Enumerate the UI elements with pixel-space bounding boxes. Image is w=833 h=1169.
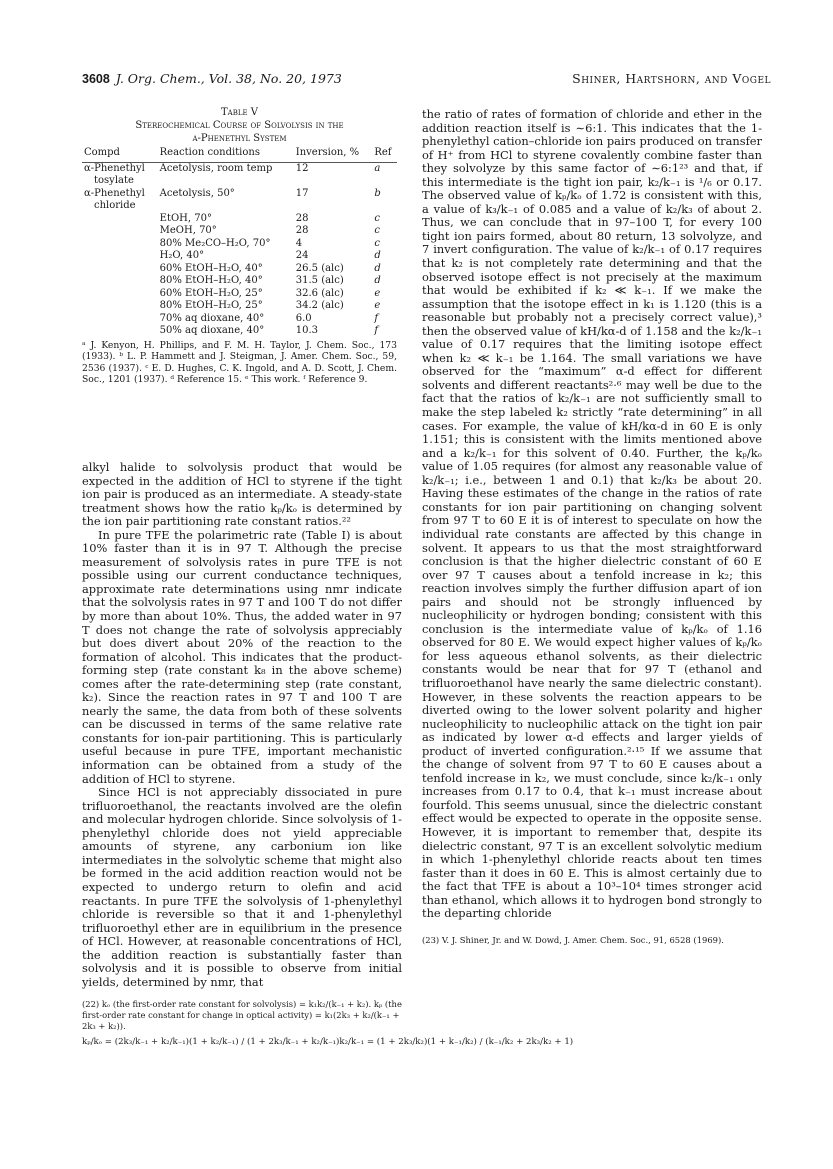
running-header-authors: Shiner, Hartshorn, and Vogel bbox=[572, 71, 771, 86]
table-cell bbox=[82, 275, 158, 288]
paragraph: Since HCl is not appreciably dissociated in pure trifluoroethanol, the reactants involved are the olefin and molecular hydrogen chloride. Since solvolysis of 1-phenylethyl chloride does not yield appreciable amounts of styrene, any carbonium ion like intermediates in the solvolytic scheme that might also be formed in the acid addition reaction would not be expected to undergo return to olefin and acid reactants. In pure TFE the solvolysis of 1-phenylethyl chloride is reversible so that it and 1-phenylethyl trifluoroethyl ether are in equilibrium in the presence of HCl. However, at reasonable concentrations of HCl, the addition reaction is substantially faster than solvolysis and it is possible to observe from initial yields, determined by nmr, that bbox=[82, 785, 402, 989]
table-cell: MeOH, 70° bbox=[159, 225, 217, 236]
table-cell: Acetolysis, 50° bbox=[159, 187, 235, 199]
table-title-line2: α-Phenethyl System bbox=[192, 133, 287, 144]
table-row bbox=[82, 275, 397, 288]
table-cell: tosylate bbox=[94, 175, 134, 186]
table-cell: chloride bbox=[94, 200, 136, 211]
table-cell bbox=[294, 175, 373, 188]
table-cell bbox=[372, 200, 397, 213]
data-table bbox=[82, 147, 397, 338]
table-cell: α-Phenethyl bbox=[84, 162, 145, 174]
table-cell: 26.5 (alc) bbox=[295, 262, 344, 274]
table-row bbox=[82, 225, 397, 238]
table-column-header: Inversion, % bbox=[294, 147, 373, 162]
table-cell: a bbox=[374, 162, 381, 174]
table-cell: 17 bbox=[295, 187, 309, 199]
table-cell: 31.5 (alc) bbox=[295, 275, 344, 286]
paragraph: In pure TFE the polarimetric rate (Table I) is about 10% faster than it is in 97 T. Although the precise measurement of solvolysis rates in pure TFE is not possible using our current conductance techniques, approximate rate determinations using nmr indicate that the solvolysis rates in 97 T and 100 T do not differ by more than about 10%. Thus, the added water in 97 T does not change the rate of solvolysis appreciably but does divert about 20% of the reaction to the formation of alcohol. This indicates that the product-forming step (rate constant k₈ in the above scheme) comes after the rate-determining step (rate constant, k₂). Since the reaction rates in 97 T and 100 T are nearly the same, the data from both of these solvents can be discussed in terms of the same relative rate constants for ion-pair partitioning. This is particularly useful because in pure TFE, important mechanistic information can be obtained from a study of the addition of HCl to styrene. bbox=[82, 527, 402, 786]
table-row bbox=[82, 300, 397, 313]
table-cell bbox=[82, 263, 158, 276]
table-cell bbox=[82, 238, 158, 251]
table-row bbox=[82, 175, 397, 188]
table-v-block bbox=[82, 106, 397, 386]
table-cell: H₂O, 40° bbox=[159, 250, 205, 261]
running-header-left bbox=[82, 71, 342, 86]
table-cell bbox=[158, 200, 294, 213]
table-cell bbox=[294, 200, 373, 213]
table-cell: d bbox=[374, 262, 381, 274]
table-cell: b bbox=[374, 187, 381, 199]
table-cell: 80% EtOH–H₂O, 40° bbox=[159, 275, 263, 286]
table-cell: 70% aq dioxane, 40° bbox=[159, 312, 265, 324]
table-cell: 4 bbox=[295, 237, 303, 249]
table-cell bbox=[82, 225, 158, 238]
table-cell: 80% EtOH–H₂O, 25° bbox=[159, 300, 263, 311]
table-row bbox=[82, 188, 397, 201]
table-body bbox=[82, 162, 397, 338]
table-cell: α-Phenethyl bbox=[84, 187, 145, 199]
table-footnotes: ᵃ J. Kenyon, H. Phillips, and F. M. H. Taylor, J. Chem. Soc., 173 (1933). ᵇ L. P. Hammett and J. Steigman, J. Amer. Chem. Soc., 59, 2536 (1937). ᶜ E. D. Hughes, C. K. Ingold, and A. D. Scott, J. Chem. Soc., 1201 (1937). ᵈ Reference 15. ᵉ This work. ᶠ Reference 9. bbox=[82, 339, 397, 386]
table-cell bbox=[372, 175, 397, 188]
table-cell: d bbox=[374, 275, 381, 286]
table-cell bbox=[82, 213, 158, 226]
table-row bbox=[82, 313, 397, 326]
table-cell: 24 bbox=[295, 250, 309, 261]
table-cell bbox=[82, 313, 158, 326]
table-cell: c bbox=[374, 212, 380, 224]
paragraph: the ratio of rates of formation of chloride and ether in the addition reaction itself is ∼6:1. This indicates that the 1-phenylethyl cation–chloride ion pairs produced on transfer of H⁺ from HCl to styrene covalently combine faster than they solvolyze by this same factor of ∼6:1²³ and that, if this intermediate is the tight ion pair, k₂/k₋₁ is ¹/₆ or 0.17. The observed value of kₚ/kₒ of 1.72 is consistent with this, a value of k₃/k₋₁ of 0.085 and a value of k₂/k₃ of about 2. Thus, we can conclude that in 97–100 T, for every 100 tight ion pairs formed, about 80 return, 13 solvolyze, and 7 invert configuration. The value of k₂/k₋₁ of 0.17 requires that k₂ is not completely rate determining and that the observed isotope effect is not precisely at the maximum that would be exhibited if k₂ ≪ k₋₁. If we make the assumption that the isotope effect in k₁ is 1.120 (this is a reasonable but probably not a precisely correct value),³ then the observed value of kH/kα-d of 1.158 and the k₂/k₋₁ value of 0.17 requires that the limiting isotope effect when k₂ ≪ k₋₁ be 1.164. The small variations we have observed for the “maximum” α-d effect for different solvents and different reactants²·⁶ may well be due to the fact that the ratios of k₂/k₋₁ are not sufficiently small to make the step labeled k₂ strictly “rate determining” in all cases. For example, the value of kH/kα-d in 60 E is only 1.151; this is consistent with the limits mentioned above and a k₂/k₋₁ for this solvent of 0.40. Further, the kₚ/kₒ value of 1.05 requires (for almost any reasonable value of k₂/k₋₁; i.e., between 1 and 0.1) that k₂/k₃ be about 20. Having these estimates of the change in the ratios of rate constants for ion pair partitioning on changing solvent from 97 T to 60 E it is of interest to speculate on how the individual rate constants are affected by this change in solvent. It appears to us that the most straightforward conclusion is that the higher dielectric constant of 60 E over 97 T causes about a tenfold increase in k₂; this reaction involves simply the further diffusion apart of ion pairs and should not be strongly influenced by nucleophilicity or hydrogen bonding; consistent with this conclusion is the intermediate value of kₚ/kₒ of 1.16 observed for 80 E. We would expect higher values of kₚ/kₒ for less aqueous ethanol solvents, as their dielectric constants would be near that for 97 T (ethanol and trifluoroethanol have nearly the same dielectric constant). However, in these solvents the reaction appears to be diverted owing to the lower solvent polarity and higher nucleophilicity to nucleophilic attack on the tight ion pair as indicated by lower α-d effects and larger yields of product of inverted configuration.²·¹⁵ If we assume that the change of solvent from 97 T to 60 E causes about a tenfold increase in k₂, we must conclude, since k₂/k₋₁ only increases from 0.17 to 0.4, that k₋₁ must increase about fourfold. This seems unusual, since the dielectric constant effect would be expected to operate in the opposite sense. However, it is important to remember that, despite its dielectric constant, 97 T is an excellent solvolytic medium in which 1-phenylethyl chloride reacts about ten times faster than it does in 60 E. This is almost certainly due to the fact that TFE is about a 10³–10⁴ times stronger acid than ethanol, which allows it to hydrogen bond strongly to the departing chloride bbox=[422, 107, 762, 921]
table-cell: 28 bbox=[295, 225, 309, 236]
table-row bbox=[82, 200, 397, 213]
table-row bbox=[82, 162, 397, 175]
table-cell: c bbox=[374, 237, 380, 249]
table-cell: e bbox=[374, 300, 381, 311]
table-label: Table V bbox=[220, 107, 259, 118]
table-title-line1: Stereochemical Course of Solvolysis in the bbox=[135, 120, 344, 131]
table-row bbox=[82, 288, 397, 301]
table-cell: 34.2 (alc) bbox=[295, 300, 344, 311]
table-row bbox=[82, 250, 397, 263]
table-cell: 32.6 (alc) bbox=[295, 287, 344, 299]
table-cell: c bbox=[374, 225, 380, 236]
journal-citation: J. Org. Chem., Vol. 38, No. 20, 1973 bbox=[115, 71, 342, 86]
table-row bbox=[82, 238, 397, 251]
table-cell: e bbox=[374, 287, 381, 299]
table-cell bbox=[82, 325, 158, 338]
right-column bbox=[422, 108, 762, 945]
table-column-header: Ref bbox=[372, 147, 397, 162]
table-row bbox=[82, 325, 397, 338]
table-cell bbox=[82, 300, 158, 313]
table-cell: 60% EtOH–H₂O, 25° bbox=[159, 287, 263, 299]
table-cell: 6.0 bbox=[295, 312, 312, 324]
table-cell bbox=[158, 175, 294, 188]
table-cell: d bbox=[374, 250, 381, 261]
footnote-22: (22) kₒ (the first-order rate constant for solvolysis) = k₁k₂/(k₋₁ + k₂). kₚ (the first-order rate constant for change in optical activity) = k₁(2k₃ + k₂/(k₋₁ + 2k₃ + k₂)). bbox=[82, 999, 402, 1031]
table-cell: EtOH, 70° bbox=[159, 212, 212, 224]
table-cell: f bbox=[374, 312, 379, 324]
table-column-header: Reaction conditions bbox=[158, 147, 294, 162]
table-cell: 12 bbox=[295, 162, 309, 174]
table-cell: 60% EtOH–H₂O, 40° bbox=[159, 262, 263, 274]
table-column-header: Compd bbox=[82, 147, 158, 162]
table-row bbox=[82, 213, 397, 226]
table-row bbox=[82, 263, 397, 276]
table-cell: 80% Me₂CO–H₂O, 70° bbox=[159, 237, 271, 249]
table-cell: 28 bbox=[295, 212, 309, 224]
table-header-row bbox=[82, 147, 397, 162]
footnote-23: (23) V. J. Shiner, Jr. and W. Dowd, J. Amer. Chem. Soc., 91, 6528 (1969). bbox=[422, 934, 724, 945]
table-cell bbox=[82, 288, 158, 301]
table-cell: 10.3 bbox=[295, 325, 319, 336]
equation: kₚ/kₒ = (2k₃/k₋₁ + k₂/k₋₁)(1 + k₂/k₋₁) / (1 + 2k₃/k₋₁ + k₂/k₋₁)k₂/k₋₁ = (1 + 2k₃/k₂)(1 + k₋₁/k₂) / (k₋₁/k₂ + 2k₃/k₂ + 1) bbox=[82, 1037, 574, 1048]
paragraph: alkyl halide to solvolysis product that would be expected in the addition of HCl to styrene if the tight ion pair is produced as an intermediate. A steady-state treatment shows how the ratio kₚ/kₒ is determined by the ion pair partitioning rate constant ratios.²² bbox=[82, 460, 402, 529]
table-cell: Acetolysis, room temp bbox=[159, 162, 273, 174]
page-number: 3608 bbox=[82, 72, 110, 86]
table-cell: 50% aq dioxane, 40° bbox=[159, 325, 265, 336]
table-cell bbox=[82, 250, 158, 263]
table-cell: f bbox=[374, 325, 379, 336]
